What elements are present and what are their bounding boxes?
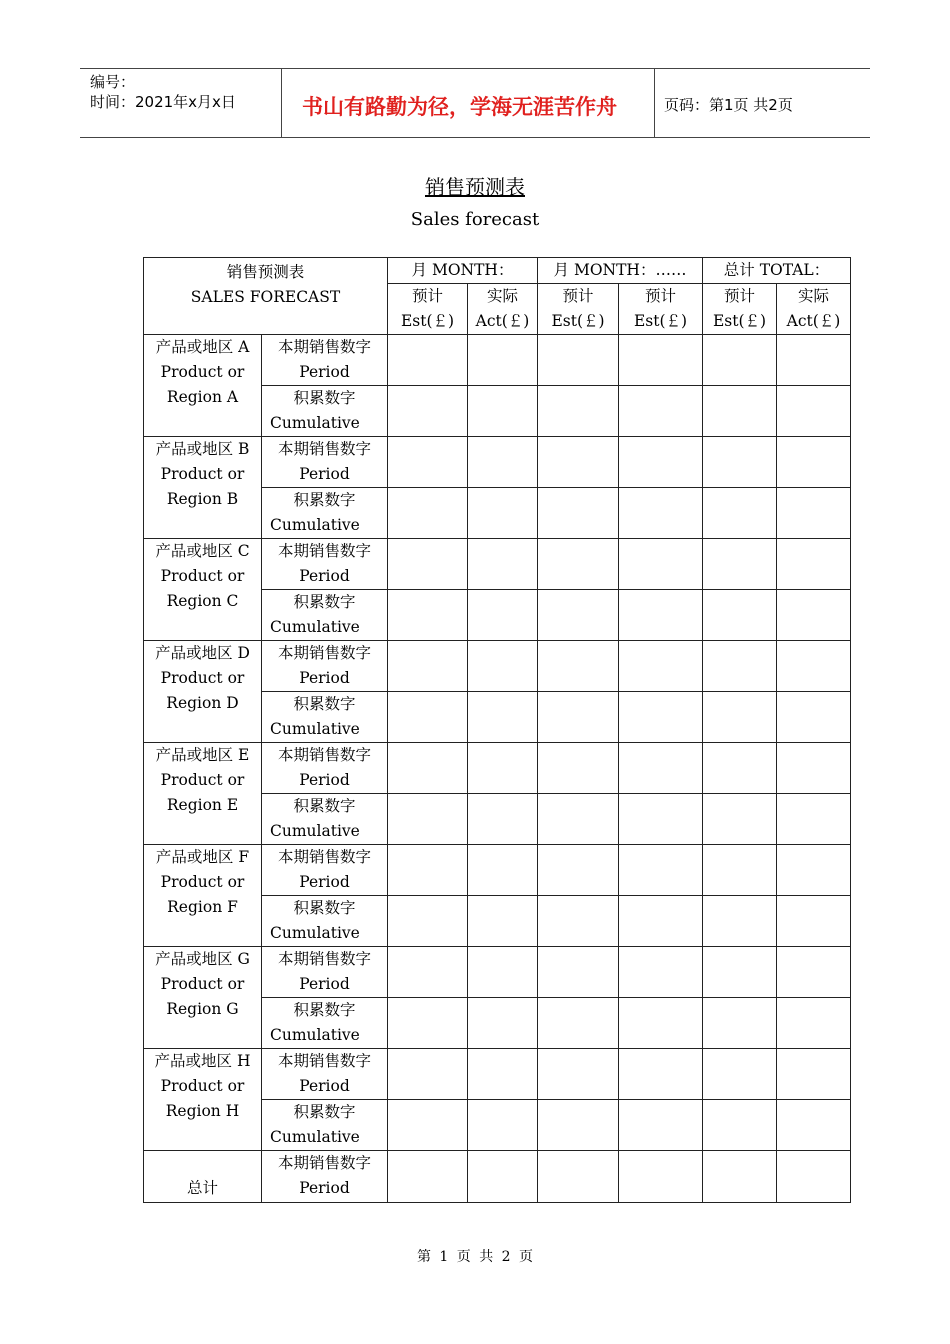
value-cell[interactable]	[619, 335, 703, 386]
value-cell[interactable]	[703, 692, 777, 743]
cumulative-label-cn: 积累数字	[293, 389, 356, 407]
value-cell[interactable]	[777, 1151, 851, 1203]
region-label-en2: Region G	[166, 1000, 239, 1018]
value-cell[interactable]	[777, 845, 851, 896]
value-cell[interactable]	[388, 896, 468, 947]
page-info: 页码：第1页 共2页	[664, 96, 793, 114]
cumulative-label-cn: 积累数字	[293, 593, 356, 611]
column-subheader-en: Est(￡)	[712, 312, 767, 330]
table-row	[144, 437, 851, 488]
value-cell[interactable]	[703, 539, 777, 590]
region-label-cn: 产品或地区 F	[155, 848, 250, 866]
period-label-en: Period	[299, 1179, 350, 1197]
month1-header: 月 MONTH：	[388, 258, 538, 284]
cumulative-label-cn: 积累数字	[293, 491, 356, 509]
value-cell[interactable]	[619, 743, 703, 794]
period-label-en: Period	[299, 669, 350, 687]
cumulative-label-en: Cumulative	[270, 618, 360, 636]
period-label	[262, 845, 388, 896]
cumulative-label	[262, 692, 388, 743]
value-cell[interactable]	[777, 947, 851, 998]
table-row	[144, 947, 851, 998]
cumulative-label	[262, 998, 388, 1049]
value-cell[interactable]	[703, 488, 777, 539]
region-label-en1: Product or	[160, 465, 245, 483]
region-label-en2: Region A	[166, 388, 239, 406]
value-cell[interactable]	[619, 641, 703, 692]
region-label	[144, 947, 262, 1049]
value-cell[interactable]	[468, 998, 538, 1049]
value-cell[interactable]	[468, 794, 538, 845]
cumulative-label-cn: 积累数字	[293, 1103, 356, 1121]
cumulative-label-cn: 积累数字	[293, 695, 356, 713]
value-cell[interactable]	[468, 590, 538, 641]
value-cell[interactable]	[468, 386, 538, 437]
region-label	[144, 641, 262, 743]
column-subheader	[703, 284, 777, 335]
cumulative-label-en: Cumulative	[270, 822, 360, 840]
value-cell[interactable]	[777, 1049, 851, 1100]
value-cell[interactable]	[777, 998, 851, 1049]
region-label	[144, 437, 262, 539]
value-cell[interactable]	[468, 947, 538, 998]
value-cell[interactable]	[388, 641, 468, 692]
table-corner-header	[144, 258, 388, 335]
value-cell[interactable]	[468, 641, 538, 692]
column-subheader-en: Act(￡)	[475, 312, 530, 330]
region-label-cn: 产品或地区 B	[155, 440, 250, 458]
column-subheader	[468, 284, 538, 335]
value-cell[interactable]	[388, 1049, 468, 1100]
document-title: 销售预测表	[425, 175, 525, 199]
region-label-en1: Product or	[160, 669, 245, 687]
value-cell[interactable]	[468, 1100, 538, 1151]
value-cell[interactable]	[619, 1100, 703, 1151]
value-cell[interactable]	[468, 335, 538, 386]
region-label-en2: Region B	[166, 490, 239, 508]
value-cell[interactable]	[538, 998, 619, 1049]
value-cell[interactable]	[777, 896, 851, 947]
value-cell[interactable]	[388, 335, 468, 386]
value-cell[interactable]	[619, 488, 703, 539]
value-cell[interactable]	[538, 539, 619, 590]
document-subtitle: Sales forecast	[410, 209, 540, 230]
cumulative-label	[262, 386, 388, 437]
value-cell[interactable]	[777, 692, 851, 743]
cumulative-label-en: Cumulative	[270, 414, 360, 432]
value-cell[interactable]	[619, 1151, 703, 1203]
period-label-cn: 本期销售数字	[277, 440, 371, 458]
value-cell[interactable]	[703, 1100, 777, 1151]
cumulative-label-en: Cumulative	[270, 1026, 360, 1044]
value-cell[interactable]	[619, 998, 703, 1049]
value-cell[interactable]	[777, 488, 851, 539]
value-cell[interactable]	[538, 845, 619, 896]
cumulative-label	[262, 590, 388, 641]
period-label-cn: 本期销售数字	[277, 848, 371, 866]
period-label-en: Period	[299, 975, 350, 993]
period-label-en: Period	[299, 567, 350, 585]
value-cell[interactable]	[619, 794, 703, 845]
period-label	[262, 641, 388, 692]
value-cell[interactable]	[703, 386, 777, 437]
time-label: 时间：2021年x月x日	[90, 93, 236, 111]
month2-header: 月 MONTH：……	[538, 258, 703, 284]
value-cell[interactable]	[468, 896, 538, 947]
value-cell[interactable]	[388, 590, 468, 641]
header-slogan-cell	[282, 69, 655, 137]
period-label-en: Period	[299, 873, 350, 891]
value-cell[interactable]	[777, 335, 851, 386]
value-cell[interactable]	[388, 1151, 468, 1203]
value-cell[interactable]	[468, 1151, 538, 1203]
value-cell[interactable]	[538, 1049, 619, 1100]
value-cell[interactable]	[538, 590, 619, 641]
cumulative-label-en: Cumulative	[270, 1128, 360, 1146]
column-subheader	[619, 284, 703, 335]
value-cell[interactable]	[703, 794, 777, 845]
value-cell[interactable]	[619, 437, 703, 488]
column-subheader-en: Est(￡)	[633, 312, 688, 330]
region-label-en1: Product or	[160, 567, 245, 585]
header-right-cell	[655, 69, 870, 137]
value-cell[interactable]	[538, 1100, 619, 1151]
corner-label-en: SALES FORECAST	[190, 288, 341, 306]
number-label: 编号：	[90, 73, 136, 91]
value-cell[interactable]	[619, 539, 703, 590]
value-cell[interactable]	[388, 794, 468, 845]
region-label-cn: 产品或地区 A	[155, 338, 250, 356]
value-cell[interactable]	[777, 641, 851, 692]
corner-label-cn: 销售预测表	[226, 263, 305, 281]
period-label-cn: 本期销售数字	[277, 542, 371, 560]
value-cell[interactable]	[538, 896, 619, 947]
region-label-en1: Product or	[160, 1077, 245, 1095]
total-row-label: 总计	[144, 1151, 262, 1203]
column-subheader-cn: 预计	[644, 287, 676, 305]
cumulative-label-cn: 积累数字	[293, 1001, 356, 1019]
column-subheader	[538, 284, 619, 335]
region-label-en1: Product or	[160, 975, 245, 993]
column-subheader-en: Est(￡)	[400, 312, 455, 330]
value-cell[interactable]	[777, 794, 851, 845]
table-row	[144, 641, 851, 692]
cumulative-label-en: Cumulative	[270, 720, 360, 738]
value-cell[interactable]	[703, 641, 777, 692]
value-cell[interactable]	[538, 692, 619, 743]
cumulative-label-cn: 积累数字	[293, 797, 356, 815]
period-label	[262, 335, 388, 386]
period-label-en: Period	[299, 363, 350, 381]
cumulative-label	[262, 794, 388, 845]
region-label	[144, 335, 262, 437]
cumulative-label-cn: 积累数字	[293, 899, 356, 917]
value-cell[interactable]	[777, 1100, 851, 1151]
value-cell[interactable]	[619, 947, 703, 998]
value-cell[interactable]	[388, 386, 468, 437]
value-cell[interactable]	[703, 947, 777, 998]
value-cell[interactable]	[388, 947, 468, 998]
value-cell[interactable]	[468, 488, 538, 539]
column-subheader-cn: 实际	[486, 287, 518, 305]
cumulative-label	[262, 896, 388, 947]
region-label	[144, 743, 262, 845]
region-label-en1: Product or	[160, 363, 245, 381]
value-cell[interactable]	[468, 743, 538, 794]
value-cell[interactable]	[703, 845, 777, 896]
region-label-cn: 产品或地区 H	[154, 1052, 251, 1070]
value-cell[interactable]	[388, 998, 468, 1049]
period-label	[262, 947, 388, 998]
value-cell[interactable]	[388, 488, 468, 539]
cumulative-label	[262, 1100, 388, 1151]
table-row	[144, 539, 851, 590]
value-cell[interactable]	[777, 590, 851, 641]
period-label	[262, 743, 388, 794]
column-subheader-en: Act(￡)	[786, 312, 841, 330]
value-cell[interactable]	[468, 539, 538, 590]
period-label-cn: 本期销售数字	[277, 644, 371, 662]
value-cell[interactable]	[538, 335, 619, 386]
column-subheader-cn: 预计	[562, 287, 594, 305]
value-cell[interactable]	[468, 1049, 538, 1100]
page-header	[80, 68, 870, 138]
table-row	[144, 743, 851, 794]
value-cell[interactable]	[777, 437, 851, 488]
value-cell[interactable]	[703, 1049, 777, 1100]
region-label-en2: Region D	[166, 694, 239, 712]
value-cell[interactable]	[703, 335, 777, 386]
table-row	[144, 1151, 851, 1203]
value-cell[interactable]	[703, 998, 777, 1049]
value-cell[interactable]	[703, 590, 777, 641]
value-cell[interactable]	[619, 692, 703, 743]
region-label-en2: Region F	[167, 898, 238, 916]
table-row	[144, 1049, 851, 1100]
value-cell[interactable]	[538, 488, 619, 539]
total-header: 总计 TOTAL：	[703, 258, 851, 284]
value-cell[interactable]	[538, 1151, 619, 1203]
period-label-en: Period	[299, 1077, 350, 1095]
value-cell[interactable]	[703, 437, 777, 488]
period-label	[262, 1049, 388, 1100]
region-label-en1: Product or	[160, 873, 245, 891]
region-label	[144, 539, 262, 641]
cumulative-label-en: Cumulative	[270, 924, 360, 942]
value-cell[interactable]	[388, 539, 468, 590]
table-row	[144, 335, 851, 386]
value-cell[interactable]	[619, 845, 703, 896]
column-subheader	[777, 284, 851, 335]
period-label-cn: 本期销售数字	[277, 950, 371, 968]
value-cell[interactable]	[388, 743, 468, 794]
period-label-en: Period	[299, 771, 350, 789]
period-label-en: Period	[299, 465, 350, 483]
value-cell[interactable]	[538, 947, 619, 998]
region-label-cn: 产品或地区 G	[155, 950, 250, 968]
region-label-en2: Region C	[166, 592, 239, 610]
cumulative-label	[262, 488, 388, 539]
value-cell[interactable]	[538, 641, 619, 692]
period-label-cn: 本期销售数字	[277, 1154, 371, 1172]
header-left-cell	[80, 69, 282, 137]
cumulative-label-en: Cumulative	[270, 516, 360, 534]
value-cell[interactable]	[777, 539, 851, 590]
table-row	[144, 845, 851, 896]
column-subheader	[388, 284, 468, 335]
value-cell[interactable]	[619, 896, 703, 947]
slogan: 书山有路勤为径，学海无涯苦作舟	[302, 95, 617, 119]
value-cell[interactable]	[468, 692, 538, 743]
column-subheader-en: Est(￡)	[551, 312, 605, 330]
region-label-cn: 产品或地区 D	[155, 644, 250, 662]
region-label-cn: 产品或地区 C	[155, 542, 250, 560]
period-label-cn: 本期销售数字	[277, 338, 371, 356]
region-label	[144, 845, 262, 947]
value-cell[interactable]	[703, 743, 777, 794]
value-cell[interactable]	[619, 386, 703, 437]
value-cell[interactable]	[619, 1049, 703, 1100]
value-cell[interactable]	[388, 692, 468, 743]
value-cell[interactable]	[538, 743, 619, 794]
region-label-en2: Region E	[166, 796, 239, 814]
value-cell[interactable]	[468, 437, 538, 488]
period-label	[262, 539, 388, 590]
sales-forecast-table	[143, 257, 851, 1203]
value-cell[interactable]	[777, 743, 851, 794]
value-cell[interactable]	[388, 437, 468, 488]
value-cell[interactable]	[388, 1100, 468, 1151]
column-subheader-cn: 实际	[797, 287, 829, 305]
value-cell[interactable]	[703, 896, 777, 947]
region-label	[144, 1049, 262, 1151]
region-label-cn: 产品或地区 E	[155, 746, 250, 764]
period-label-cn: 本期销售数字	[277, 1052, 371, 1070]
value-cell[interactable]	[538, 437, 619, 488]
value-cell[interactable]	[619, 590, 703, 641]
region-label-en1: Product or	[160, 771, 245, 789]
region-label-en2: Region H	[165, 1102, 240, 1120]
period-label	[262, 1151, 388, 1203]
page-footer: 第 1 页 共 2 页	[416, 1249, 534, 1265]
value-cell[interactable]	[703, 1151, 777, 1203]
value-cell[interactable]	[388, 845, 468, 896]
column-subheader-cn: 预计	[411, 287, 443, 305]
value-cell[interactable]	[538, 386, 619, 437]
value-cell[interactable]	[468, 845, 538, 896]
value-cell[interactable]	[777, 386, 851, 437]
period-label	[262, 437, 388, 488]
column-subheader-cn: 预计	[723, 287, 755, 305]
value-cell[interactable]	[538, 794, 619, 845]
period-label-cn: 本期销售数字	[277, 746, 371, 764]
